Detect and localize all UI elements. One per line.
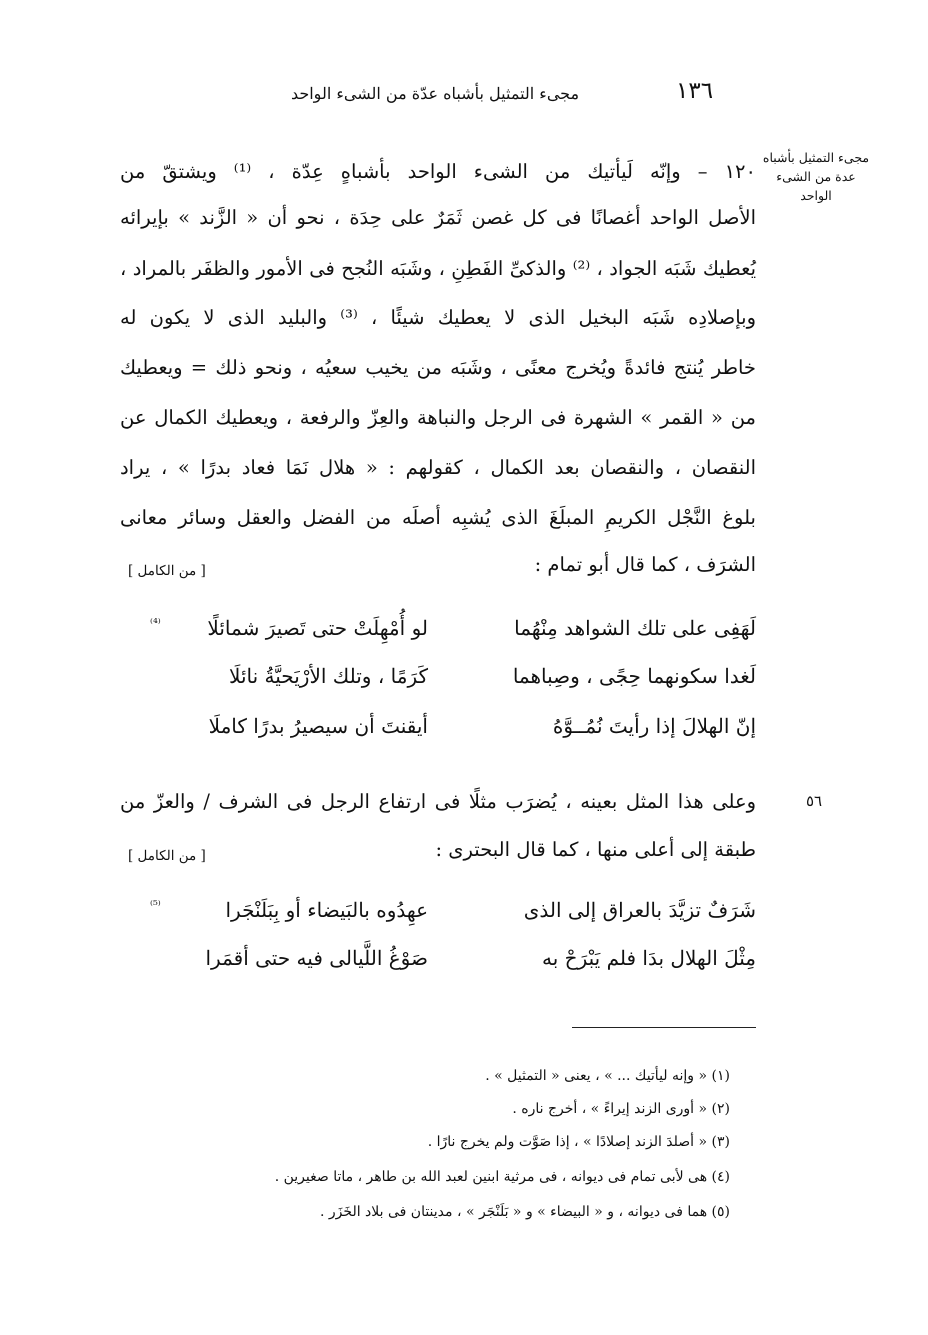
footnote-marker-5: ⁽⁵⁾ xyxy=(150,898,161,912)
footnote-marker-4: ⁽⁴⁾ xyxy=(150,616,161,630)
body-line-2: الأصل الواحد أغصانًا فى كل غصن ثَمَرٌ على حِدَة ، نحو أن « الزَّند » بإيرائه xyxy=(120,206,756,229)
margin-section-note: مجىء التمثيل بأشباه عدة من الشىء الواحد xyxy=(762,150,870,203)
body-line-10: وعلى هذا المثل بعينه ، يُضرَب مثلًا فى ارتفاع الرجل فى الشرف / والعزّ من xyxy=(120,790,756,813)
body-line-7: النقصان ، والنقصان بعد الكمال ، كقولهم : « هلال نَمَا فعاد بدرًا » ، يراد xyxy=(120,456,756,479)
body-line-8: بلوغ النَّجْل الكريمِ المبلَغَ الذى يُشبِه أصلَه من الفضل والعقل وسائر معانى xyxy=(120,506,756,529)
verse-3-second-hemistich: أيقنتَ أن سيصيرُ بدرًا كاملَا xyxy=(208,714,428,738)
verse-3-first-hemistich: إنّ الهلالَ إذا رأيتَ نُمُــوَّهُ xyxy=(552,714,756,738)
body-line-6: من « القمر » الشهرة فى الرجل والنباهة والعِزّ والرفعة ، ويعطيك الكمال عن xyxy=(120,406,756,429)
footnote-separator xyxy=(572,1027,756,1028)
verse-2-first-hemistich: لَغدا سكونهما حِجًى ، وصِباهما xyxy=(512,664,756,688)
meter-label-2: [ من الكامل ] xyxy=(128,848,206,864)
margin-page-reference: ٥٦ xyxy=(806,792,823,810)
verse-5-first-hemistich: مِثْلَ الهلال بدَا فلم يَبْرَحْ به xyxy=(542,946,756,970)
footnote-2: (٢) « أورى الزند إيراءً » ، أخرج ناره . xyxy=(512,1101,730,1117)
footnote-1: (١) « وإنه ليأتيك ... » ، يعنى « التمثيل » . xyxy=(485,1068,730,1084)
footnote-3: (٣) « أصلدَ الزند إصلادًا » ، إذا صَوَّت ولم يخرج نارًا . xyxy=(427,1134,730,1150)
footnote-4: (٤) هى لأبى تمام فى ديوانه ، فى مرثية ابنين لعبد الله بن طاهر ، ماتا صغيرين . xyxy=(274,1169,730,1185)
meter-label-1: [ من الكامل ] xyxy=(128,563,206,579)
verse-5-second-hemistich: صَوْغُ اللَّيالى فيه حتى أقمَرا xyxy=(205,946,428,970)
body-line-11: طبقة إلى أعلى منها ، كما قال البحترى : xyxy=(435,838,756,861)
body-line-1: ١٢٠ – وإنّه لَيأتيك من الشىء الواحد بأشباهٍ عِدّة ، ⁽¹⁾ ويشتقّ من xyxy=(120,160,756,183)
verse-4-first-hemistich: شَرَفٌ تزيَّدَ بالعراق إلى الذى xyxy=(523,898,756,922)
running-title: مجىء التمثيل بأشباه عدّة من الشىء الواحد xyxy=(290,84,580,103)
page-number: ١٣٦ xyxy=(676,78,714,104)
verse-1-second-hemistich: لو أُمْهِلَتْ حتى تَصيرَ شمائلًا xyxy=(207,616,428,640)
verse-4-second-hemistich: عهِدُوه بالبَيضاء أو بِبَلَنْجَرا xyxy=(225,898,428,922)
verse-1-first-hemistich: لَهَفِى على تلك الشواهد مِنْهُما xyxy=(514,616,756,640)
body-line-4: وبإصلادِه شَبَه البخيل الذى لا يعطيك شيئًا ، ⁽³⁾ والبليد الذى لا يكون له xyxy=(120,306,757,329)
body-line-3: يُعطيك شَبَه الجواد ، ⁽²⁾ والذكىِّ الفَطِنِ ، وشَبَه النُجح فى الأمور والظفَر بالمراد ، xyxy=(120,257,757,280)
body-line-5: خاطر يُنتج فائدةً ويُخرج معنًى ، وشَبَه من يخيب سعيُه ، ونحو ذلك = ويعطيك xyxy=(120,356,756,379)
footnote-5: (٥) هما فى ديوانه ، و « البيضاء » و « بَلَنْجَر » ، مدينتان فى بلاد الخَزَر . xyxy=(320,1204,730,1220)
body-line-9: الشرَف ، كما قال أبو تمام : xyxy=(534,553,756,576)
verse-2-second-hemistich: كَرَمًا ، وتلك الأرْيَحيَّةُ نائلَا xyxy=(229,664,428,688)
